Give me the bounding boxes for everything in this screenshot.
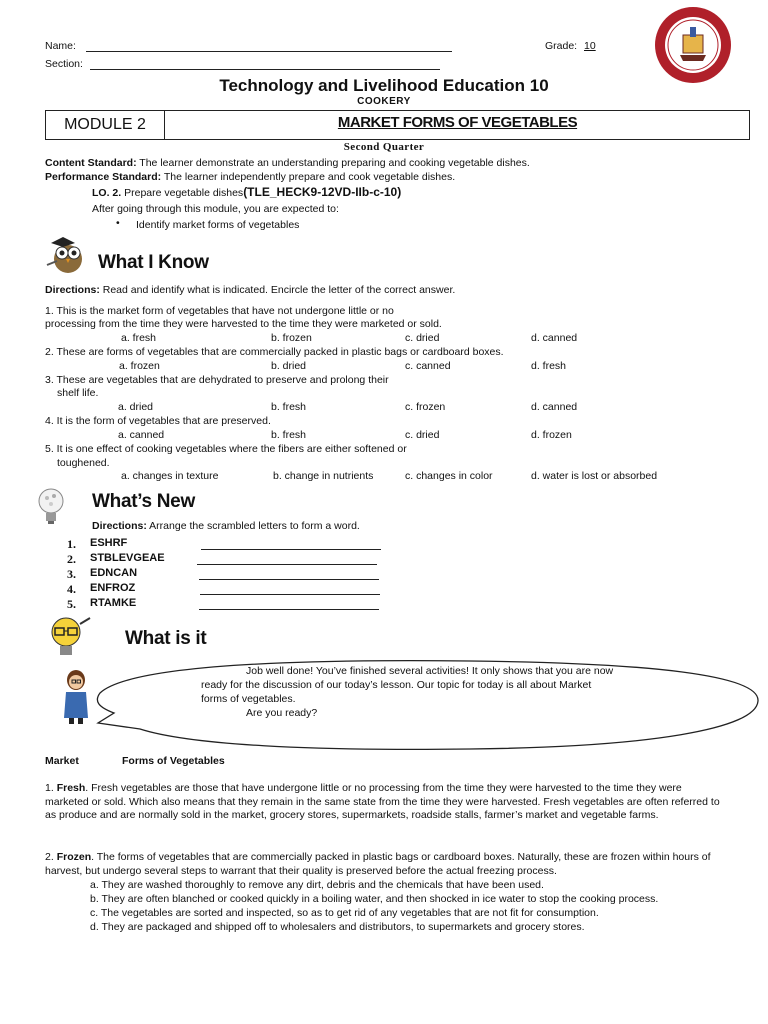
- q5-option-c[interactable]: c. changes in color: [405, 470, 493, 482]
- grade-label: Grade:: [545, 40, 578, 52]
- question-1: 1. This is the market form of vegetables that have not undergone little or no: [45, 305, 394, 317]
- bubble-line-2: ready for the discussion of our today’s lesson. Our topic for today is all about Market: [201, 679, 592, 691]
- page-title: Technology and Livelihood Education 10: [219, 76, 549, 95]
- grade-value: 10: [584, 40, 596, 52]
- question-1-cont: processing from the time they were harvested to the time they were marketed or sold.: [45, 318, 442, 330]
- frozen-step-c: c. The vegetables are sorted and inspected, so as to get rid of any vegetables that are not fit for consumption.: [90, 907, 599, 919]
- frozen-step-b: b. They are often blanched or cooked quickly in a boiling water, and then shocked in ice water to stop the cooking process.: [90, 893, 659, 905]
- quarter-label: Second Quarter: [343, 141, 425, 153]
- wn-directions-text: Arrange the scrambled letters to form a word.: [146, 520, 360, 532]
- wn-directions-label: Directions:: [92, 520, 147, 532]
- wik-directions-text: Read and identify what is indicated. Encircle the letter of the correct answer.: [99, 284, 456, 296]
- lo-text: Prepare vegetable dishes: [121, 187, 244, 199]
- lo-code: (TLE_HECK9-12VD-IIb-c-10): [243, 185, 402, 199]
- bubble-line-3: forms of vegetables.: [201, 693, 296, 705]
- q4-option-c[interactable]: c. dried: [405, 429, 440, 441]
- frozen-num: 2.: [45, 851, 57, 863]
- frozen-text: . The forms of vegetables that are commercially packed in plastic bags or cardboard boxes. Naturally, these are frozen within hours of harvest, but undergo several steps to warrant that their quality is preserved before the actual freezing process.: [45, 851, 711, 877]
- content-standard-label: Content Standard:: [45, 157, 137, 169]
- scramble-word-3: EDNCAN: [90, 567, 138, 579]
- q3-option-b[interactable]: b. fresh: [271, 401, 307, 413]
- content-standard: [45, 157, 530, 169]
- scramble-num-5: 5.: [67, 597, 76, 611]
- lo-label: LO. 2.: [92, 187, 122, 199]
- scramble-word-5: RTAMKE: [90, 597, 137, 609]
- performance-standard-label: Performance Standard:: [45, 171, 162, 183]
- question-2: 2. These are forms of vegetables that are commercially packed in plastic bags or cardboard boxes.: [45, 346, 504, 358]
- fresh-label: Fresh: [56, 782, 86, 794]
- q1-option-d[interactable]: d. canned: [531, 332, 578, 344]
- q1-option-c[interactable]: c. dried: [405, 332, 440, 344]
- school-seal-icon: [648, 5, 738, 85]
- scramble-word-1: ESHRF: [90, 537, 128, 549]
- answer-line-2[interactable]: [197, 554, 377, 565]
- frozen-label: Frozen: [56, 851, 92, 863]
- fresh-num: 1.: [45, 782, 57, 794]
- q3-option-a[interactable]: a. dried: [118, 401, 154, 413]
- q2-option-d[interactable]: d. fresh: [531, 360, 567, 372]
- question-4: 4. It is the form of vegetables that are preserved.: [45, 415, 271, 427]
- q2-option-b[interactable]: b. dried: [271, 360, 307, 372]
- owl-mascot-icon: [43, 235, 93, 275]
- frozen-paragraph: [45, 851, 725, 878]
- performance-standard: [45, 171, 455, 183]
- wik-directions-label: Directions:: [45, 284, 100, 296]
- q4-option-a[interactable]: a. canned: [118, 429, 165, 441]
- q5-option-a[interactable]: a. changes in texture: [121, 470, 219, 482]
- fresh-text: . Fresh vegetables are those that have undergone little or no processing from the time they were harvested to the time they were marketed or sold. Which also means that they remain in the same state from the time they were harvested. Fresh vegetables are often referred to as produce and are normally sold in the market, grocery stores, supermarkets, roadside stalls, farmer’s market and vegetable farms.: [45, 782, 720, 821]
- answer-line-3[interactable]: [199, 569, 379, 580]
- wn-directions: [92, 520, 360, 532]
- section-label: Section:: [45, 58, 83, 70]
- module-box: [45, 110, 750, 140]
- q5-option-d[interactable]: d. water is lost or absorbed: [531, 470, 658, 482]
- whats-new-heading: What’s New: [92, 491, 195, 512]
- content-standard-text: The learner demonstrate an understanding preparing and cooking vegetable dishes.: [136, 157, 530, 169]
- question-3: 3. These are vegetables that are dehydrated to preserve and prolong their: [45, 374, 389, 386]
- q4-option-b[interactable]: b. fresh: [271, 429, 307, 441]
- subject-subtitle: COOKERY: [357, 96, 411, 107]
- what-i-know-heading: What I Know: [98, 252, 209, 273]
- lightbulb-idea-icon: [30, 484, 72, 526]
- topic-forms: Forms of Vegetables: [122, 755, 225, 767]
- section-field[interactable]: [90, 58, 440, 70]
- question-5-cont: toughened.: [57, 457, 110, 469]
- frozen-step-d: d. They are packaged and shipped off to wholesalers and distributors, to supermarkets and grocery stores.: [90, 921, 585, 933]
- q3-option-c[interactable]: c. frozen: [405, 401, 446, 413]
- answer-line-4[interactable]: [200, 584, 380, 595]
- frozen-step-a: a. They are washed thoroughly to remove any dirt, debris and the chemicals that have been used.: [90, 879, 544, 891]
- module-topic: MARKET FORMS OF VEGETABLES: [337, 114, 578, 131]
- lightbulb-glasses-icon: [40, 614, 96, 660]
- scramble-word-2: STBLEVGEAE: [90, 552, 165, 564]
- answer-line-1[interactable]: [201, 539, 381, 550]
- question-5: 5. It is one effect of cooking vegetables where the fibers are either softened or: [45, 443, 407, 455]
- name-field[interactable]: [86, 40, 452, 52]
- wik-directions: [45, 284, 455, 296]
- bubble-line-4: Are you ready?: [246, 707, 318, 719]
- performance-standard-text: The learner independently prepare and cook vegetable dishes.: [161, 171, 456, 183]
- bubble-line-1: Job well done! You’ve finished several activities! It only shows that you are now: [246, 665, 614, 677]
- q2-option-a[interactable]: a. frozen: [119, 360, 160, 372]
- q4-option-d[interactable]: d. frozen: [531, 429, 572, 441]
- teacher-avatar-icon: [58, 668, 94, 724]
- answer-line-5[interactable]: [199, 599, 379, 610]
- scramble-word-4: ENFROZ: [90, 582, 136, 594]
- question-3-cont: shelf life.: [57, 387, 99, 399]
- q2-option-c[interactable]: c. canned: [405, 360, 451, 372]
- module-label: MODULE 2: [46, 111, 165, 139]
- topic-market: Market: [45, 755, 79, 767]
- scramble-num-4: 4.: [67, 582, 76, 596]
- q1-option-b[interactable]: b. frozen: [271, 332, 312, 344]
- scramble-num-3: 3.: [67, 567, 76, 581]
- scramble-num-2: 2.: [67, 552, 76, 566]
- learning-outcome: [92, 185, 401, 199]
- what-is-it-heading: What is it: [125, 628, 207, 649]
- scramble-num-1: 1.: [67, 537, 76, 551]
- q1-option-a[interactable]: a. fresh: [121, 332, 157, 344]
- q5-option-b[interactable]: b. change in nutrients: [273, 470, 374, 482]
- q3-option-d[interactable]: d. canned: [531, 401, 578, 413]
- name-label: Name:: [45, 40, 76, 52]
- objectives-intro: After going through this module, you are expected to:: [92, 203, 339, 215]
- objective-item: Identify market forms of vegetables: [136, 219, 300, 231]
- objective-bullet-icon: •: [116, 217, 120, 229]
- fresh-paragraph: [45, 782, 725, 823]
